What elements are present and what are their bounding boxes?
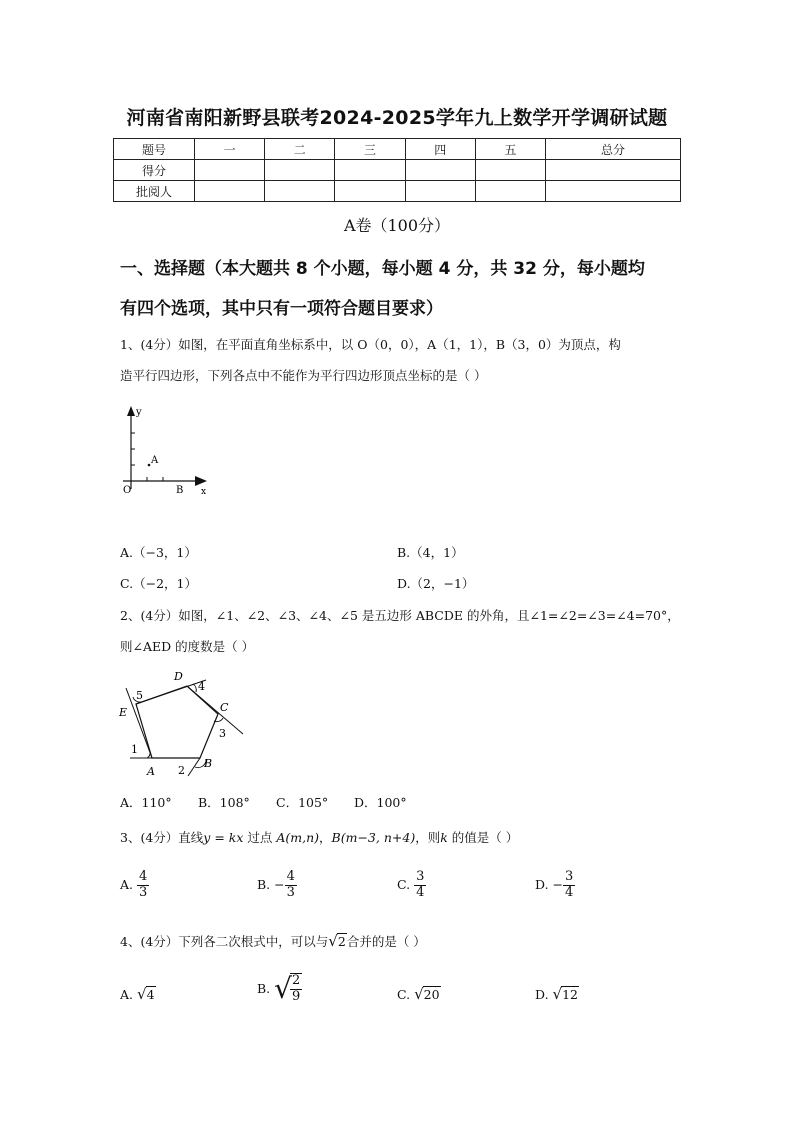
angle-5-label: 5 (136, 689, 143, 702)
vertex-e-label: E (119, 706, 128, 719)
score-row (114, 160, 681, 181)
q3-point-b: B(m−3, n+4) (331, 830, 416, 845)
section-heading-line2: 有四个选项，其中只有一项符合题目要求） (120, 299, 443, 319)
header-cell: 题号 (114, 139, 195, 160)
q2-line1: 2、(4分）如图，∠1、∠2、∠3、∠4、∠5 是五边形 ABCDE 的外角，且∠1=∠2=∠3=∠4=70°， (120, 608, 680, 623)
point-b-label: B (176, 485, 184, 496)
q2-line2: 则∠AED 的度数是（ ） (120, 639, 255, 654)
q1-line1: 1、(4分）如图，在平面直角坐标系中，以 O（0，0），A（1，1），B（3，0）为顶点，构 (120, 337, 621, 352)
fraction: $\frac{4}{3}$ (286, 869, 295, 900)
origin-label: O (123, 485, 132, 496)
vertex-c-label: C (220, 701, 229, 714)
point-a (148, 464, 151, 467)
page-title: 河南省南阳新野县联考2024-2025学年九上数学开学调研试题 (126, 107, 668, 129)
q1-coordinate-figure (115, 402, 215, 502)
q4-stem: 4、(4分）下列各二次根式中，可以与√2合并的是（ ） (120, 932, 426, 950)
q4-radicand: 2 (337, 934, 346, 949)
q3-stem: 3、(4分）直线y = kx 过点 A(m,n)，B(m−3, n+4)，则k 的值是（ ） (120, 830, 519, 845)
y-axis-label: y (136, 407, 142, 418)
radical-sign-icon: √ (137, 985, 147, 1003)
q3-option-c[interactable]: C. $\frac{3}{4}$ (397, 869, 425, 900)
q3-option-d[interactable]: D. − $\frac{3}{4}$ (535, 869, 574, 900)
fraction: $\frac{3}{4}$ (416, 869, 425, 900)
angle-4-label: 4 (198, 680, 205, 693)
row-label: 批阅人 (114, 181, 195, 202)
radical-sign-icon: √ (274, 972, 292, 1005)
q1-line2: 造平行四边形，下列各点中不能作为平行四边形顶点坐标的是（ ） (120, 368, 487, 383)
q4-option-d[interactable]: D. √12 (535, 985, 579, 1003)
q2-pentagon-figure (110, 664, 250, 779)
score-table (113, 138, 681, 202)
q3-point-a: A(m,n) (276, 830, 320, 845)
extension-dc (187, 686, 243, 734)
q3-option-b[interactable]: B. − $\frac{4}{3}$ (257, 869, 295, 900)
q4-option-a[interactable]: A. √4 (120, 985, 155, 1003)
grader-row (114, 181, 681, 202)
score-table-header (114, 139, 681, 160)
header-cell: 四 (405, 139, 475, 160)
angle-2-label: 2 (178, 764, 185, 777)
paper-a-heading: A卷（100分） (343, 216, 451, 235)
vertex-b-label: B (204, 757, 213, 770)
header-cell: 五 (475, 139, 545, 160)
row-label: 得分 (114, 160, 195, 181)
radical-sign-icon: √ (328, 932, 338, 950)
header-cell: 一 (195, 139, 265, 160)
header-cell: 总分 (546, 139, 681, 160)
fraction: $\frac{2}{9}$ (292, 972, 301, 1004)
q2-option-b[interactable]: B．108° (198, 795, 250, 810)
radical-sign-icon: √ (414, 985, 424, 1003)
q4-option-c[interactable]: C. √20 (397, 985, 440, 1003)
vertex-d-label: D (174, 670, 183, 683)
q3-option-a[interactable]: A. $\frac{4}{3}$ (120, 869, 148, 900)
q1-option-c[interactable]: C.（−2，1） (120, 576, 197, 591)
radical-sign-icon: √ (552, 985, 563, 1003)
x-axis-label: x (201, 487, 207, 497)
point-a-label: A (151, 455, 159, 466)
section-heading-line1: 一、选择题（本大题共 8 个小题，每小题 4 分，共 32 分，每小题均 (120, 259, 645, 279)
extension-ed (136, 680, 206, 704)
q3-equation: y = kx (203, 830, 244, 845)
q2-option-d[interactable]: D．100° (354, 795, 407, 810)
extension-cb (188, 758, 200, 776)
q1-option-b[interactable]: B.（4，1） (397, 545, 464, 560)
angle-3-label: 3 (219, 727, 226, 740)
fraction: $\frac{3}{4}$ (565, 869, 574, 900)
fraction: $\frac{4}{3}$ (139, 869, 148, 900)
vertex-a-label: A (147, 765, 155, 778)
header-cell: 二 (265, 139, 335, 160)
q2-option-c[interactable]: C．105° (276, 795, 329, 810)
q1-option-a[interactable]: A.（−3，1） (120, 545, 197, 560)
angle-1-label: 1 (131, 743, 138, 756)
q1-option-d[interactable]: D.（2，−1） (397, 576, 475, 591)
y-axis-arrow (127, 406, 135, 416)
x-axis-arrow (195, 476, 207, 486)
q2-option-a[interactable]: A．110° (120, 795, 172, 810)
q4-option-b[interactable]: B. √ $\frac{2}{9}$ (257, 972, 301, 1005)
header-cell: 三 (335, 139, 405, 160)
